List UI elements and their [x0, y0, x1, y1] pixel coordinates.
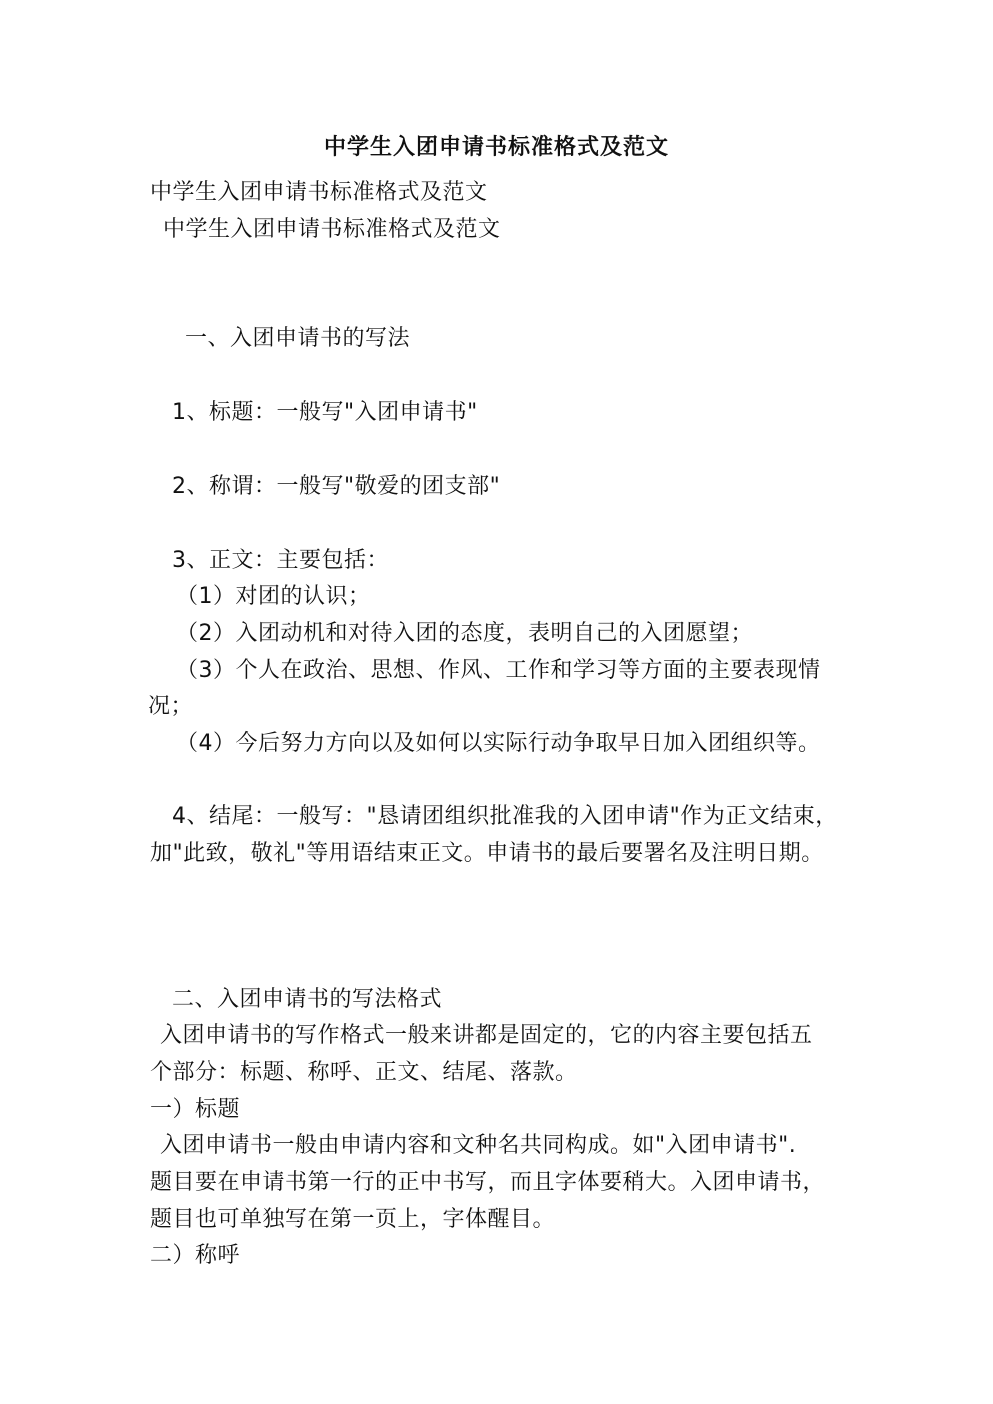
list-item: （4）今后努力方向以及如何以实际行动争取早日加入团组织等。 — [176, 731, 821, 756]
section-heading: 二、入团申请书的写法格式 — [172, 987, 443, 1012]
paragraph-line: 入团申请书的写作格式一般来讲都是固定的，它的内容主要包括五 — [160, 1023, 813, 1048]
list-item: （1）对团的认识； — [176, 584, 371, 609]
list-item: （3）个人在政治、思想、作风、工作和学习等方面的主要表现情 — [176, 658, 821, 683]
list-item-continuation: 况； — [148, 694, 194, 719]
paragraph-line: 加"此致，敬礼"等用语结束正文。申请书的最后要署名及注明日期。 — [150, 841, 824, 866]
page-title: 中学生入团申请书标准格式及范文 — [323, 134, 669, 160]
paragraph-line: 3、正文：主要包括： — [172, 548, 389, 573]
paragraph-line: 题目也可单独写在第一页上，字体醒目。 — [150, 1207, 556, 1232]
paragraph-line: 1、标题：一般写"入团申请书" — [172, 400, 478, 425]
subsection-heading: 一）标题 — [150, 1097, 241, 1122]
subtitle-line: 中学生入团申请书标准格式及范文 — [163, 217, 501, 242]
subsection-heading: 二）称呼 — [150, 1243, 241, 1268]
section-heading: 一、入团申请书的写法 — [185, 326, 411, 351]
subtitle-line: 中学生入团申请书标准格式及范文 — [150, 180, 488, 205]
paragraph-line: 2、称谓：一般写"敬爱的团支部" — [172, 474, 501, 499]
paragraph-line: 入团申请书一般由申请内容和文种名共同构成。如"入团申请书". — [160, 1133, 797, 1158]
paragraph-line: 4、结尾：一般写："恳请团组织批准我的入团申请"作为正文结束， — [172, 804, 838, 829]
list-item: （2）入团动机和对待入团的态度，表明自己的入团愿望； — [176, 621, 753, 646]
paragraph-line: 题目要在申请书第一行的正中书写，而且字体要稍大。入团申请书， — [150, 1170, 826, 1195]
paragraph-line: 个部分：标题、称呼、正文、结尾、落款。 — [150, 1060, 578, 1085]
